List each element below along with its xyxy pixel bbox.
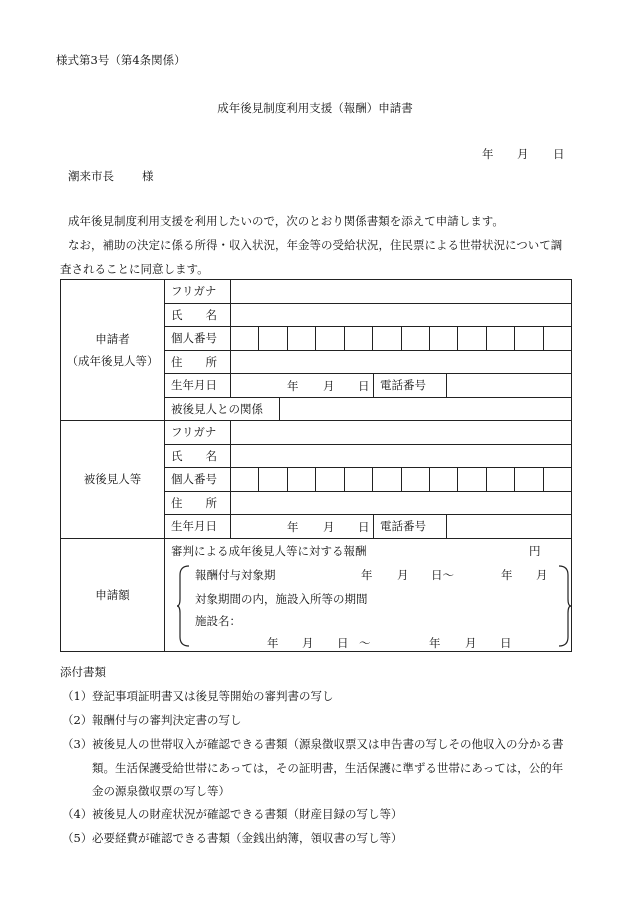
addressee-suffix: 様 — [142, 169, 154, 183]
left-brace — [177, 565, 191, 647]
ward-birthdate-field[interactable]: 年 月 日 — [287, 520, 370, 534]
attachment-item-5: （5）必要経費が確認できる書類（金銭出納簿，領収書の写し等） — [62, 831, 403, 845]
fee-label: 審判による成年後見人等に対する報酬 — [171, 543, 367, 558]
applicant-name-label: 氏 名 — [165, 303, 231, 327]
ward-phone-label: 電話番号 — [373, 515, 447, 538]
attachment-item-1: （1）登記事項証明書又は後見等開始の審判書の写し — [62, 689, 334, 703]
intro-line-1: 成年後見制度利用支援を利用したいので，次のとおり関係書類を添えて申請します。 — [68, 214, 504, 228]
addressee — [68, 168, 154, 184]
applicant-furigana-label: フリガナ — [165, 280, 231, 304]
intro-line-2: なお，補助の決定に係る所得・収入状況，年金等の受給状況，住民票による世帯状況について調 — [68, 238, 563, 252]
applicant-phone-label: 電話番号 — [373, 374, 447, 397]
applicant-birthdate-field[interactable]: 年 月 日 — [287, 379, 370, 393]
applicant-id-label: 個人番号 — [165, 327, 231, 351]
ward-address-field[interactable] — [231, 491, 572, 515]
date-day-label: 日 — [553, 147, 565, 161]
relationship-field[interactable] — [280, 398, 571, 421]
date-month-label: 月 — [517, 147, 529, 161]
ward-furigana-field[interactable] — [231, 421, 572, 445]
applicant-group-label: 申請者 （成年後見人等） — [61, 280, 165, 421]
ward-group-label: 被後見人等 — [61, 421, 165, 539]
application-form-table — [60, 279, 572, 652]
ward-name-label: 氏 名 — [165, 444, 231, 468]
attachment-item-3-cont-1: 類。生活保護受給世帯にあっては，その証明書，生活保護に準ずる世帯にあっては，公的年 — [92, 761, 564, 775]
ward-name-field[interactable] — [231, 444, 572, 468]
addressee-name: 潮来市長 — [68, 169, 114, 183]
applicant-address-label: 住 所 — [165, 350, 231, 374]
applicant-furigana-field[interactable] — [231, 280, 572, 304]
applicant-phone-field[interactable] — [447, 374, 571, 397]
ward-id-field[interactable] — [231, 468, 572, 492]
ward-furigana-label: フリガナ — [165, 421, 231, 445]
request-amount-cell[interactable]: 審判による成年後見人等に対する報酬 円 報酬付与対象期 年 月 日～ 年 月 対象期間の内，施設入所等の期間 施設名： 年 月 日 ～ 年 月 日 — [165, 538, 572, 651]
right-brace — [557, 565, 571, 647]
document-title: 成年後見制度利用支援（報酬）申請書 — [217, 101, 413, 115]
ward-phone-field[interactable] — [447, 515, 571, 538]
request-group-label: 申請額 — [61, 538, 165, 651]
applicant-name-field[interactable] — [231, 303, 572, 327]
ward-birthdate-label: 生年月日 — [165, 515, 231, 539]
facility-period-label: 対象期間の内，施設入所等の期間 — [195, 591, 368, 606]
applicant-address-field[interactable] — [231, 350, 572, 374]
attachment-item-2: （2）報酬付与の審判決定書の写し — [62, 713, 242, 727]
yen-label: 円 — [529, 543, 541, 558]
form-number: 様式第3号（第4条関係） — [56, 53, 186, 67]
ward-id-label: 個人番号 — [165, 468, 231, 492]
applicant-birthdate-label: 生年月日 — [165, 374, 231, 398]
applicant-id-field[interactable] — [231, 327, 572, 351]
period-label: 報酬付与対象期 — [195, 567, 276, 582]
facility-name-label: 施設名： — [195, 613, 241, 628]
date-year-label: 年 — [482, 147, 494, 161]
intro-line-3: 査されることに同意します。 — [60, 262, 209, 276]
relationship-label: 被後見人との関係 — [165, 398, 280, 421]
attachment-item-3: （3）被後見人の世帯収入が確認できる書類（源泉徴収票又は申告書の写しその他収入の分かる書 — [62, 737, 564, 751]
attachment-item-4: （4）被後見人の財産状況が確認できる書類（財産目録の写し等） — [62, 807, 403, 821]
ward-address-label: 住 所 — [165, 491, 231, 515]
attachments-title: 添付書類 — [60, 665, 106, 679]
attachment-item-3-cont-2: 金の源泉徴収票の写し等） — [92, 784, 230, 798]
